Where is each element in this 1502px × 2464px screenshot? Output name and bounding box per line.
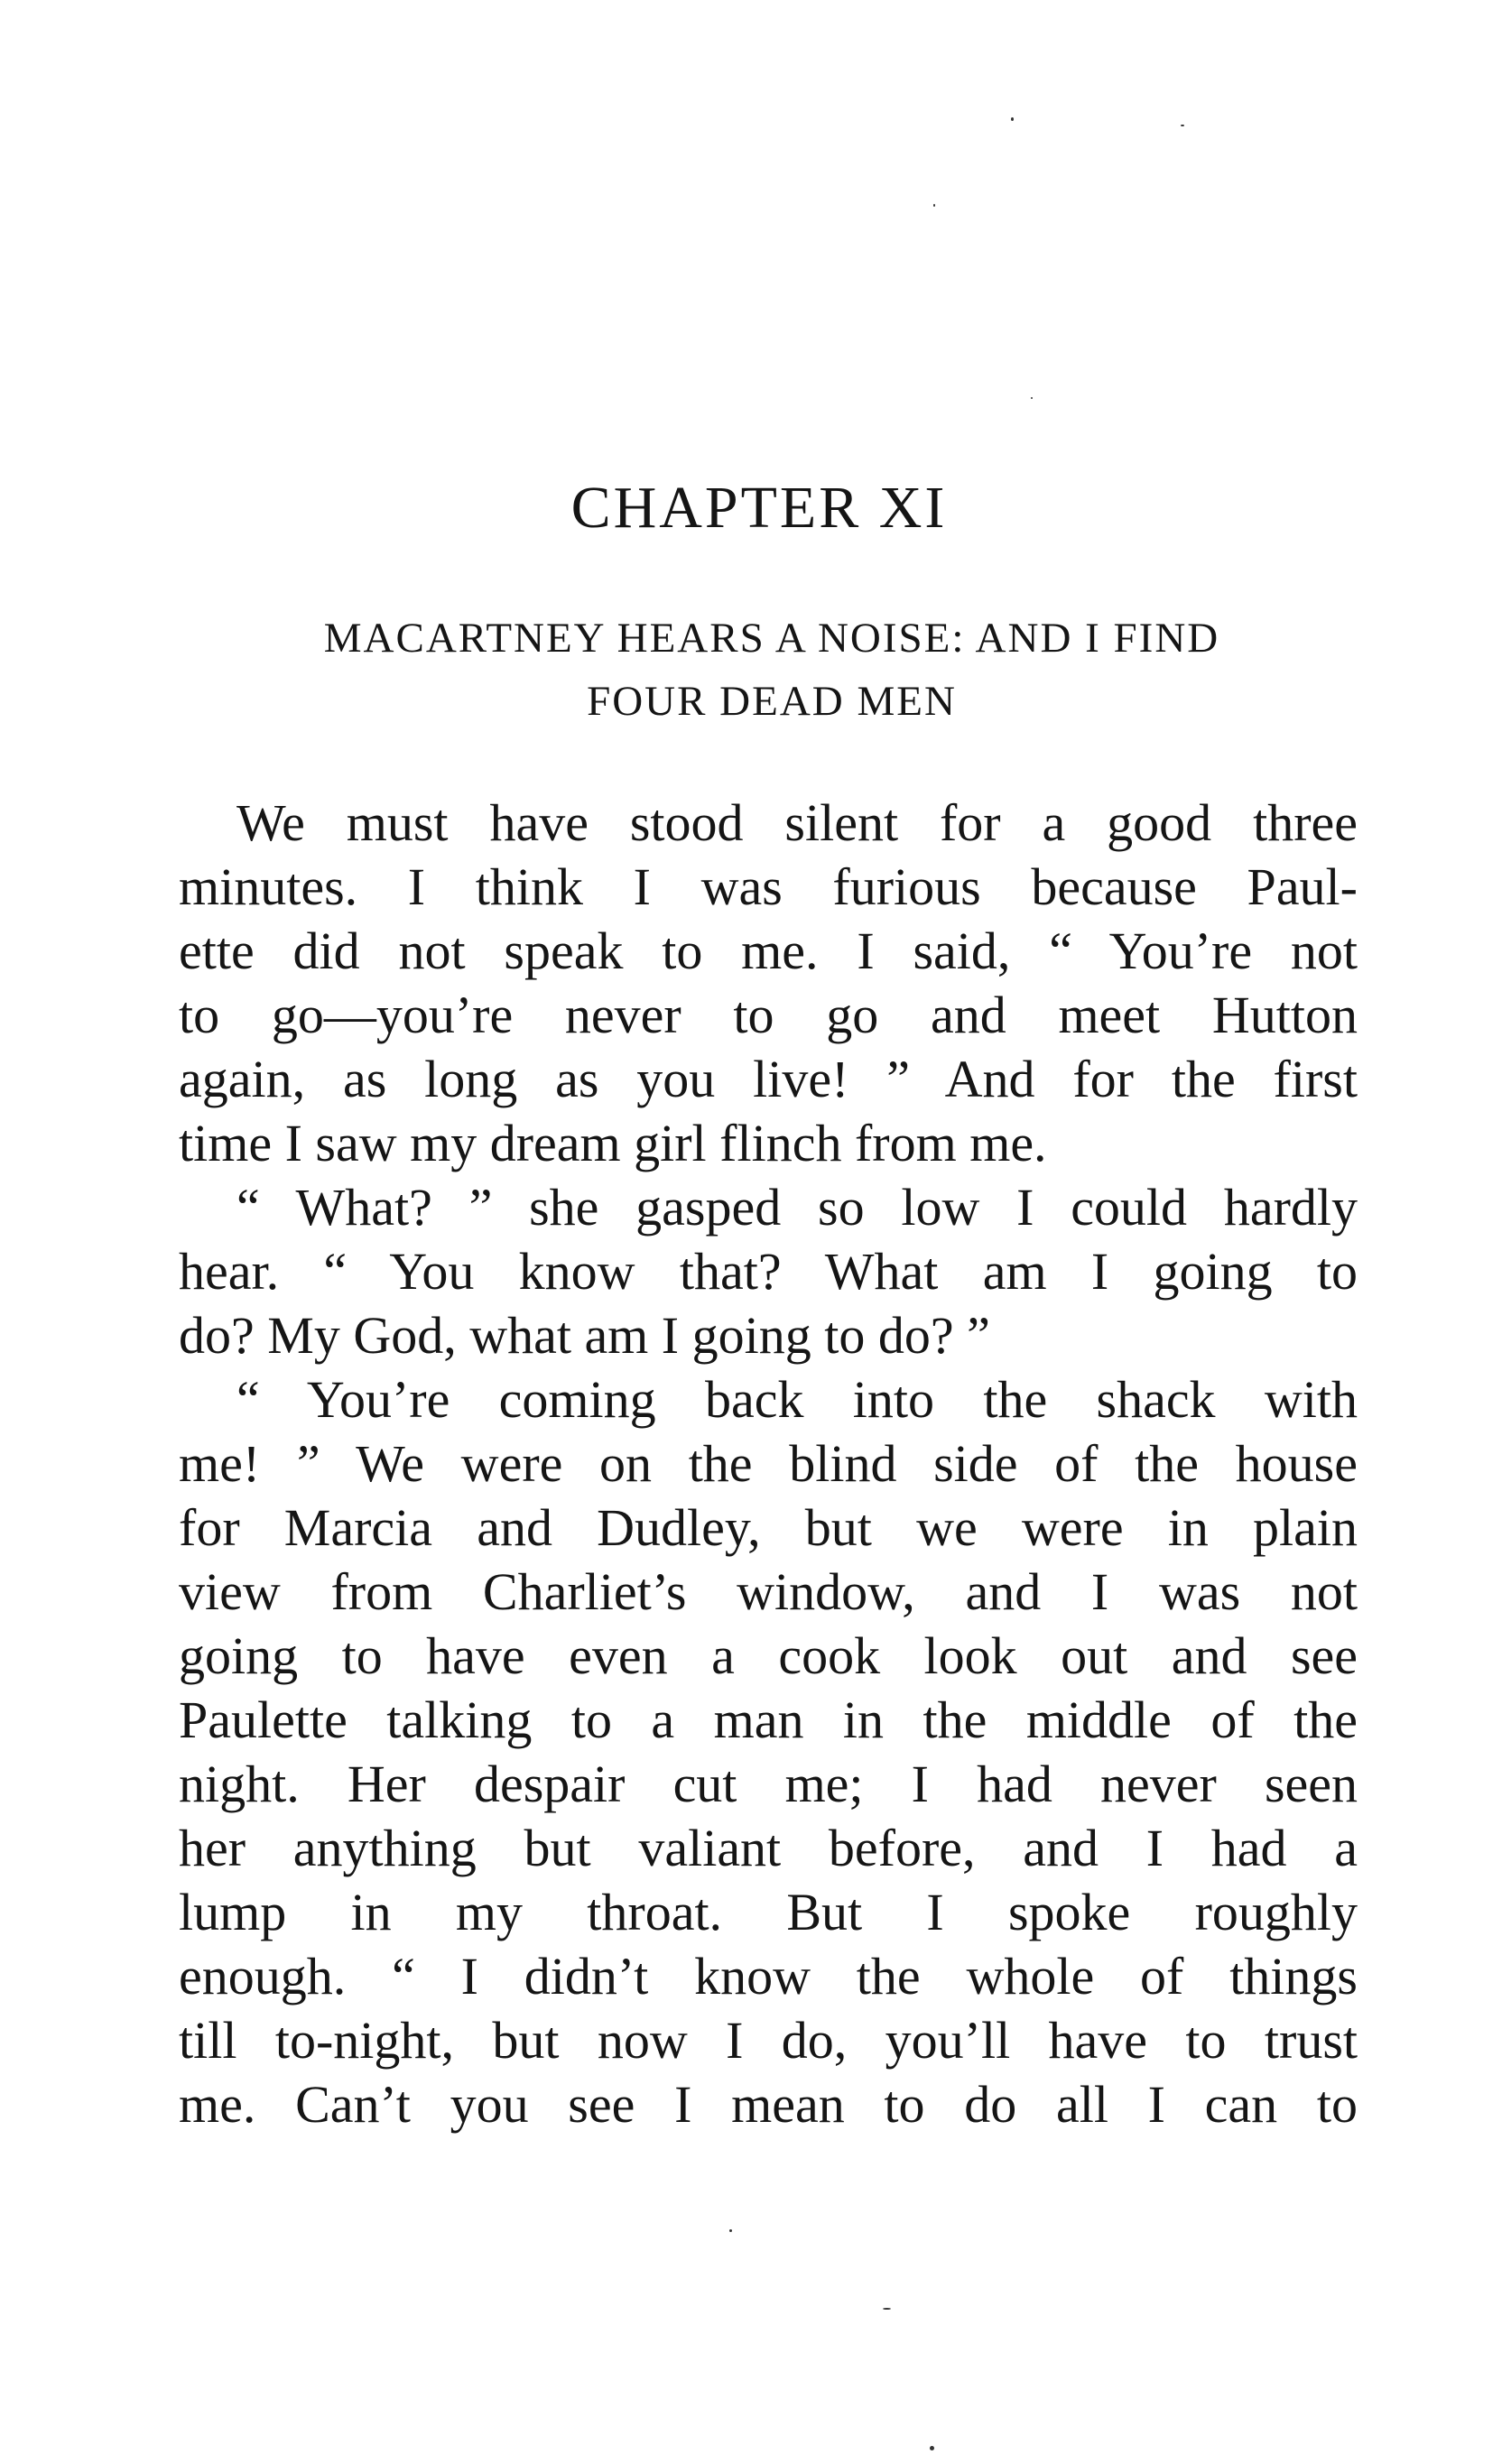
chapter-subtitle-line-2: FOUR DEAD MEN [587, 678, 957, 725]
body-line-14: going to have even a cook look out and see [179, 1626, 1358, 1685]
body-line-3: ette did not speak to me. I said, “ You’re not [179, 922, 1358, 980]
body-line-10: “ You’re coming back into the shack with [236, 1370, 1358, 1429]
scan-speck [933, 204, 935, 207]
body-line-11: me! ” We were on the blind side of the house [179, 1434, 1358, 1493]
body-line-13: view from Charliet’s window, and I was not [179, 1562, 1358, 1621]
scan-speck [729, 2229, 732, 2232]
body-line-1: We must have stood silent for a good three [236, 793, 1358, 852]
body-line-20: till to-night, but now I do, you’ll have to trust [179, 2011, 1358, 2070]
body-line-9: do? My God, what am I going to do? ” [179, 1306, 990, 1365]
body-line-15: Paulette talking to a man in the middle of the [179, 1691, 1358, 1749]
body-line-21: me. Can’t you see I mean to do all I can to [179, 2075, 1358, 2134]
body-line-5: again, as long as you live! ” And for the first [179, 1050, 1358, 1108]
scan-speck [1011, 117, 1014, 121]
body-line-16: night. Her despair cut me; I had never seen [179, 1755, 1358, 1813]
body-line-18: lump in my throat. But I spoke roughly [179, 1883, 1358, 1941]
body-line-4: to go—you’re never to go and meet Hutton [179, 986, 1358, 1044]
scan-speck [1031, 397, 1033, 399]
scan-speck [930, 2446, 934, 2450]
body-line-17: her anything but valiant before, and I had a [179, 1819, 1358, 1877]
scan-speck [883, 2308, 891, 2310]
scan-speck [1181, 125, 1184, 126]
body-line-8: hear. “ You know that? What am I going to [179, 1242, 1358, 1301]
chapter-subtitle-line-1: MACARTNEY HEARS A NOISE: AND I FIND [323, 615, 1220, 662]
body-line-6: time I saw my dream girl flinch from me. [179, 1114, 1047, 1172]
body-line-2: minutes. I think I was furious because Paul- [179, 857, 1358, 916]
body-line-7: “ What? ” she gasped so low I could hardly [236, 1178, 1358, 1237]
body-line-12: for Marcia and Dudley, but we were in plain [179, 1498, 1358, 1557]
body-line-19: enough. “ I didn’t know the whole of things [179, 1947, 1358, 2005]
chapter-title: CHAPTER XI [570, 475, 948, 541]
